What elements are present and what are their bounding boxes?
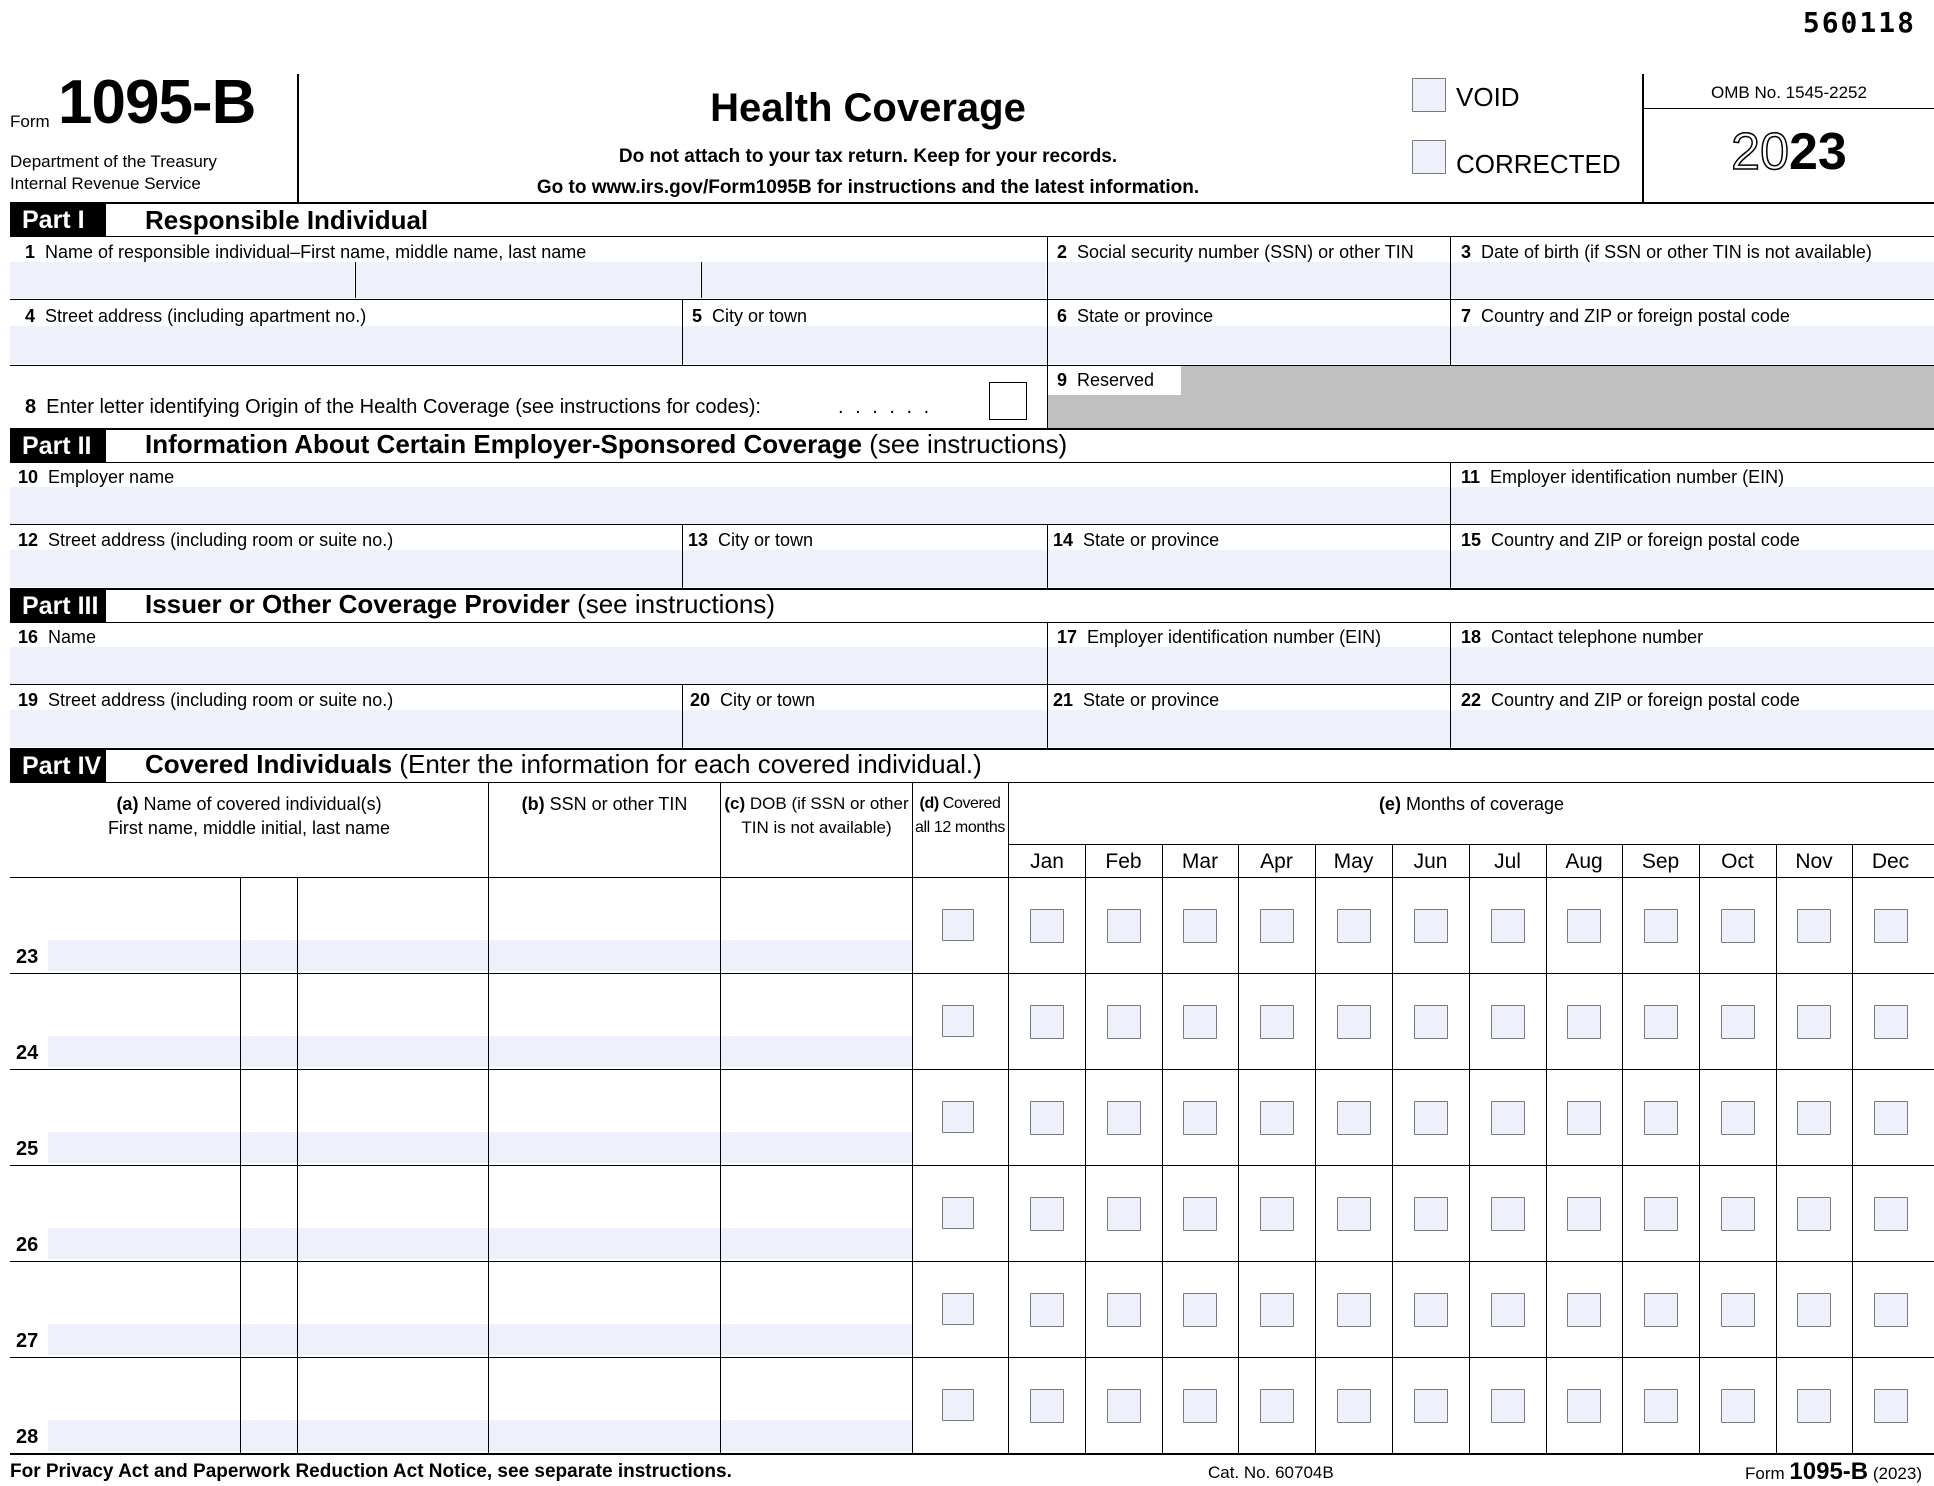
row-25-jan-checkbox[interactable]	[1030, 1101, 1064, 1135]
row-24-mar-checkbox[interactable]	[1183, 1005, 1217, 1039]
month-divider	[1622, 844, 1623, 1453]
field-21-state[interactable]	[1048, 710, 1450, 747]
month-label-nov: Nov	[1795, 850, 1833, 873]
row-28-middle-initial[interactable]	[241, 1420, 297, 1451]
row-24-apr-checkbox[interactable]	[1260, 1005, 1294, 1039]
row-23-mar-checkbox[interactable]	[1183, 909, 1217, 943]
field-16-name[interactable]	[10, 647, 1047, 684]
field-20-label: 20 City or town	[690, 690, 816, 710]
form-word: Form	[10, 112, 50, 131]
row-27-oct-checkbox[interactable]	[1721, 1293, 1755, 1327]
void-checkbox[interactable]	[1412, 78, 1446, 112]
void-label: VOID	[1456, 82, 1520, 112]
row-23-sep-checkbox[interactable]	[1644, 909, 1678, 943]
row-24-first-name[interactable]	[48, 1036, 240, 1067]
row-28-first-name[interactable]	[48, 1420, 240, 1451]
row-divider	[10, 973, 1934, 974]
row-25-last-name[interactable]	[298, 1132, 488, 1163]
row-27-apr-checkbox[interactable]	[1260, 1293, 1294, 1327]
row-28-dob[interactable]	[721, 1420, 912, 1451]
row-28-all-12-months-checkbox[interactable]	[942, 1389, 974, 1421]
row-23-feb-checkbox[interactable]	[1107, 909, 1141, 943]
month-divider	[1085, 844, 1086, 1453]
month-divider	[1315, 844, 1316, 1453]
field-19-street[interactable]	[10, 710, 682, 747]
row-27-may-checkbox[interactable]	[1337, 1293, 1371, 1327]
form-subtitle-1: Do not attach to your tax return. Keep for your records.	[618, 146, 1118, 167]
row-28-jul-checkbox[interactable]	[1491, 1389, 1525, 1423]
field-6-state[interactable]	[1048, 326, 1450, 364]
row-26-sep-checkbox[interactable]	[1644, 1197, 1678, 1231]
part3-title: Issuer or Other Coverage Provider (see instructions)	[145, 589, 776, 619]
field-8-label: 8 Enter letter identifying Origin of the Health Coverage (see instructions for codes):	[25, 396, 761, 418]
month-divider	[1776, 844, 1777, 1453]
row-24-nov-checkbox[interactable]	[1797, 1005, 1831, 1039]
field-21-label: 21 State or province	[1053, 690, 1220, 710]
row-24-middle-initial[interactable]	[241, 1036, 297, 1067]
row-26-oct-checkbox[interactable]	[1721, 1197, 1755, 1231]
month-divider	[1469, 844, 1470, 1453]
field-13-city[interactable]	[683, 550, 1047, 587]
field-11-ein[interactable]	[1451, 487, 1934, 524]
row-24-last-name[interactable]	[298, 1036, 488, 1067]
part2-tag: Part II	[10, 430, 106, 462]
row-28-ssn[interactable]	[489, 1420, 720, 1451]
row-28-sep-checkbox[interactable]	[1644, 1389, 1678, 1423]
field-11-label: 11 Employer identification number (EIN)	[1461, 467, 1785, 487]
row-25-apr-checkbox[interactable]	[1260, 1101, 1294, 1135]
row-divider	[10, 1357, 1934, 1358]
row-24-jan-checkbox[interactable]	[1030, 1005, 1064, 1039]
row-27-ssn[interactable]	[489, 1324, 720, 1355]
row-24-jun-checkbox[interactable]	[1414, 1005, 1448, 1039]
row-23-oct-checkbox[interactable]	[1721, 909, 1755, 943]
field-4-label: 4 Street address (including apartment no.)	[25, 306, 367, 326]
row-25-aug-checkbox[interactable]	[1567, 1101, 1601, 1135]
row-25-dob[interactable]	[721, 1132, 912, 1163]
row-25-feb-checkbox[interactable]	[1107, 1101, 1141, 1135]
row-number: 27	[16, 1330, 39, 1352]
row-24-may-checkbox[interactable]	[1337, 1005, 1371, 1039]
row-26-dob[interactable]	[721, 1228, 912, 1259]
row-28-mar-checkbox[interactable]	[1183, 1389, 1217, 1423]
row-24-ssn[interactable]	[489, 1036, 720, 1067]
row-27-last-name[interactable]	[298, 1324, 488, 1355]
month-divider	[1392, 844, 1393, 1453]
part1-tag: Part I	[10, 204, 106, 236]
row-26-nov-checkbox[interactable]	[1797, 1197, 1831, 1231]
field-15-country-zip[interactable]	[1451, 550, 1934, 587]
row-25-jun-checkbox[interactable]	[1414, 1101, 1448, 1135]
row-24-oct-checkbox[interactable]	[1721, 1005, 1755, 1039]
dept-line1: Department of the Treasury	[10, 152, 217, 171]
row-25-first-name[interactable]	[48, 1132, 240, 1163]
field-2-ssn[interactable]	[1048, 262, 1450, 298]
month-divider	[1699, 844, 1700, 1453]
row-27-first-name[interactable]	[48, 1324, 240, 1355]
row-25-jul-checkbox[interactable]	[1491, 1101, 1525, 1135]
row-26-ssn[interactable]	[489, 1228, 720, 1259]
field-7-country-zip[interactable]	[1451, 326, 1934, 364]
field-16-label: 16 Name	[18, 627, 97, 647]
row-23-jan-checkbox[interactable]	[1030, 909, 1064, 943]
row-28-jun-checkbox[interactable]	[1414, 1389, 1448, 1423]
field-13-label: 13 City or town	[688, 530, 814, 550]
row-26-aug-checkbox[interactable]	[1567, 1197, 1601, 1231]
row-26-apr-checkbox[interactable]	[1260, 1197, 1294, 1231]
row-26-may-checkbox[interactable]	[1337, 1197, 1371, 1231]
row-25-middle-initial[interactable]	[241, 1132, 297, 1163]
row-23-aug-checkbox[interactable]	[1567, 909, 1601, 943]
col-b-header: (b) SSN or other TIN	[521, 794, 688, 814]
part3-tag: Part III	[10, 590, 106, 622]
row-23-may-checkbox[interactable]	[1337, 909, 1371, 943]
row-23-nov-checkbox[interactable]	[1797, 909, 1831, 943]
form-id-code: 560118	[1802, 6, 1916, 39]
field-17-label: 17 Employer identification number (EIN)	[1057, 627, 1382, 647]
field-3-dob[interactable]	[1451, 262, 1934, 298]
row-25-ssn[interactable]	[489, 1132, 720, 1163]
row-23-dec-checkbox[interactable]	[1874, 909, 1908, 943]
month-divider	[1852, 844, 1853, 1453]
row-23-middle-initial[interactable]	[241, 940, 297, 971]
field-18-label: 18 Contact telephone number	[1461, 627, 1704, 647]
field-9-reserved-shade-lower	[1048, 395, 1934, 428]
row-number: 24	[16, 1042, 39, 1064]
tax-year-light: 20	[1731, 123, 1789, 181]
field-4-street[interactable]	[10, 326, 682, 364]
month-divider	[1162, 844, 1163, 1453]
row-number: 28	[16, 1426, 39, 1448]
part1-title: Responsible Individual	[145, 205, 429, 235]
field-19-label: 19 Street address (including room or suite no.)	[18, 690, 394, 710]
row-26-mar-checkbox[interactable]	[1183, 1197, 1217, 1231]
row-28-last-name[interactable]	[298, 1420, 488, 1451]
field-22-label: 22 Country and ZIP or foreign postal code	[1461, 690, 1800, 710]
row-25-dec-checkbox[interactable]	[1874, 1101, 1908, 1135]
row-28-aug-checkbox[interactable]	[1567, 1389, 1601, 1423]
row-27-jan-checkbox[interactable]	[1030, 1293, 1064, 1327]
row-28-feb-checkbox[interactable]	[1107, 1389, 1141, 1423]
row-26-jan-checkbox[interactable]	[1030, 1197, 1064, 1231]
field-10-label: 10 Employer name	[18, 467, 175, 487]
row-27-all-12-months-checkbox[interactable]	[942, 1293, 974, 1325]
row-27-feb-checkbox[interactable]	[1107, 1293, 1141, 1327]
footer-cat-number: Cat. No. 60704B	[1208, 1463, 1334, 1482]
row-divider	[10, 1165, 1934, 1166]
row-26-jul-checkbox[interactable]	[1491, 1197, 1525, 1231]
field-2-label: 2 Social security number (SSN) or other TIN	[1057, 242, 1414, 262]
row-24-aug-checkbox[interactable]	[1567, 1005, 1601, 1039]
month-label-aug: Aug	[1565, 850, 1603, 873]
row-27-aug-checkbox[interactable]	[1567, 1293, 1601, 1327]
row-number: 23	[16, 946, 39, 968]
row-number: 26	[16, 1234, 39, 1256]
form-title: Health Coverage	[710, 86, 1026, 130]
row-23-jul-checkbox[interactable]	[1491, 909, 1525, 943]
row-25-oct-checkbox[interactable]	[1721, 1101, 1755, 1135]
field-12-street[interactable]	[10, 550, 682, 587]
row-28-may-checkbox[interactable]	[1337, 1389, 1371, 1423]
column-divider	[912, 782, 913, 1453]
form-number: 1095-B	[58, 68, 256, 137]
field-3-label: 3 Date of birth (if SSN or other TIN is not available)	[1461, 242, 1872, 262]
row-24-dec-checkbox[interactable]	[1874, 1005, 1908, 1039]
row-26-feb-checkbox[interactable]	[1107, 1197, 1141, 1231]
row-27-sep-checkbox[interactable]	[1644, 1293, 1678, 1327]
field-9-label: 9 Reserved	[1057, 370, 1155, 390]
dept-line2: Internal Revenue Service	[10, 174, 201, 193]
footer-form-id: Form 1095-B (2023)	[1745, 1458, 1922, 1485]
column-divider	[1008, 782, 1009, 1453]
field-17-ein[interactable]	[1048, 647, 1450, 684]
omb-number: OMB No. 1545-2252	[1711, 83, 1867, 102]
part4-title: Covered Individuals (Enter the information for each covered individual.)	[145, 749, 982, 779]
row-26-dec-checkbox[interactable]	[1874, 1197, 1908, 1231]
field-18-phone[interactable]	[1451, 647, 1934, 684]
row-23-dob[interactable]	[721, 940, 912, 971]
row-24-feb-checkbox[interactable]	[1107, 1005, 1141, 1039]
field-9-reserved-shade	[1181, 366, 1934, 395]
field-6-label: 6 State or province	[1057, 306, 1214, 326]
part4-tag: Part IV	[10, 750, 106, 782]
row-23-last-name[interactable]	[298, 940, 488, 971]
month-label-sep: Sep	[1641, 850, 1680, 873]
part2-title: Information About Certain Employer-Sponsored Coverage (see instructions)	[145, 429, 1068, 459]
month-label-oct: Oct	[1721, 850, 1754, 873]
col-d-header: (d) Covered all 12 months	[915, 795, 1005, 836]
corrected-label: CORRECTED	[1456, 149, 1621, 179]
row-23-apr-checkbox[interactable]	[1260, 909, 1294, 943]
field-10-employer-name[interactable]	[10, 487, 1450, 524]
row-28-jan-checkbox[interactable]	[1030, 1389, 1064, 1423]
field-14-label: 14 State or province	[1053, 530, 1220, 550]
row-26-jun-checkbox[interactable]	[1414, 1197, 1448, 1231]
row-27-jun-checkbox[interactable]	[1414, 1293, 1448, 1327]
month-divider	[1238, 844, 1239, 1453]
row-23-all-12-months-checkbox[interactable]	[942, 909, 974, 941]
field-12-label: 12 Street address (including room or suite no.)	[18, 530, 394, 550]
row-27-nov-checkbox[interactable]	[1797, 1293, 1831, 1327]
field-1-first-name[interactable]	[10, 262, 354, 298]
col-c-header: (c) DOB (if SSN or other TIN is not available)	[724, 794, 909, 837]
month-label-jun: Jun	[1413, 850, 1448, 873]
row-27-jul-checkbox[interactable]	[1491, 1293, 1525, 1327]
field-1-label: 1 Name of responsible individual–First name, middle name, last name	[25, 242, 587, 262]
row-24-jul-checkbox[interactable]	[1491, 1005, 1525, 1039]
row-27-mar-checkbox[interactable]	[1183, 1293, 1217, 1327]
field-7-label: 7 Country and ZIP or foreign postal code	[1461, 306, 1790, 326]
field-5-city[interactable]	[683, 326, 1047, 364]
month-label-may: May	[1333, 850, 1374, 873]
row-27-middle-initial[interactable]	[241, 1324, 297, 1355]
month-label-apr: Apr	[1260, 850, 1293, 873]
row-24-all-12-months-checkbox[interactable]	[942, 1005, 974, 1037]
field-1-last-name[interactable]	[702, 262, 1046, 298]
row-24-sep-checkbox[interactable]	[1644, 1005, 1678, 1039]
row-28-nov-checkbox[interactable]	[1797, 1389, 1831, 1423]
row-28-dec-checkbox[interactable]	[1874, 1389, 1908, 1423]
row-23-jun-checkbox[interactable]	[1414, 909, 1448, 943]
row-divider	[10, 1069, 1934, 1070]
row-divider	[10, 1261, 1934, 1262]
row-28-apr-checkbox[interactable]	[1260, 1389, 1294, 1423]
field-15-label: 15 Country and ZIP or foreign postal code	[1461, 530, 1800, 550]
row-23-ssn[interactable]	[489, 940, 720, 971]
row-25-sep-checkbox[interactable]	[1644, 1101, 1678, 1135]
row-25-nov-checkbox[interactable]	[1797, 1101, 1831, 1135]
row-26-all-12-months-checkbox[interactable]	[942, 1197, 974, 1229]
tax-year	[1644, 122, 1934, 182]
field-5-label: 5 City or town	[692, 306, 808, 326]
month-label-dec: Dec	[1871, 850, 1910, 873]
form-subtitle-2: Go to www.irs.gov/Form1095B for instructions and the latest information.	[536, 177, 1200, 198]
tax-year-bold: 23	[1789, 123, 1847, 181]
corrected-checkbox[interactable]	[1412, 140, 1446, 174]
footer-privacy-notice: For Privacy Act and Paperwork Reduction Act Notice, see separate instructions.	[10, 1461, 732, 1482]
month-label-jan: Jan	[1030, 850, 1064, 873]
row-25-mar-checkbox[interactable]	[1183, 1101, 1217, 1135]
month-label-mar: Mar	[1181, 850, 1219, 873]
field-22-country-zip[interactable]	[1451, 710, 1934, 747]
row-26-middle-initial[interactable]	[241, 1228, 297, 1259]
month-label-feb: Feb	[1105, 850, 1142, 873]
field-1-middle-name[interactable]	[356, 262, 700, 298]
row-26-first-name[interactable]	[48, 1228, 240, 1259]
month-divider	[1546, 844, 1547, 1453]
row-28-oct-checkbox[interactable]	[1721, 1389, 1755, 1423]
field-14-state[interactable]	[1048, 550, 1450, 587]
row-27-dec-checkbox[interactable]	[1874, 1293, 1908, 1327]
row-24-dob[interactable]	[721, 1036, 912, 1067]
field-8-dots: . . . . . .	[838, 396, 933, 418]
row-number: 25	[16, 1138, 39, 1160]
row-23-first-name[interactable]	[48, 940, 240, 971]
col-e-header: (e) Months of coverage	[1378, 794, 1565, 814]
month-label-jul: Jul	[1494, 850, 1521, 873]
row-25-all-12-months-checkbox[interactable]	[942, 1101, 974, 1133]
field-8-origin-box[interactable]	[989, 382, 1027, 420]
row-26-last-name[interactable]	[298, 1228, 488, 1259]
row-25-may-checkbox[interactable]	[1337, 1101, 1371, 1135]
col-a-header: (a) Name of covered individual(s) First name, middle initial, last name	[107, 794, 391, 838]
field-20-city[interactable]	[683, 710, 1047, 747]
row-27-dob[interactable]	[721, 1324, 912, 1355]
